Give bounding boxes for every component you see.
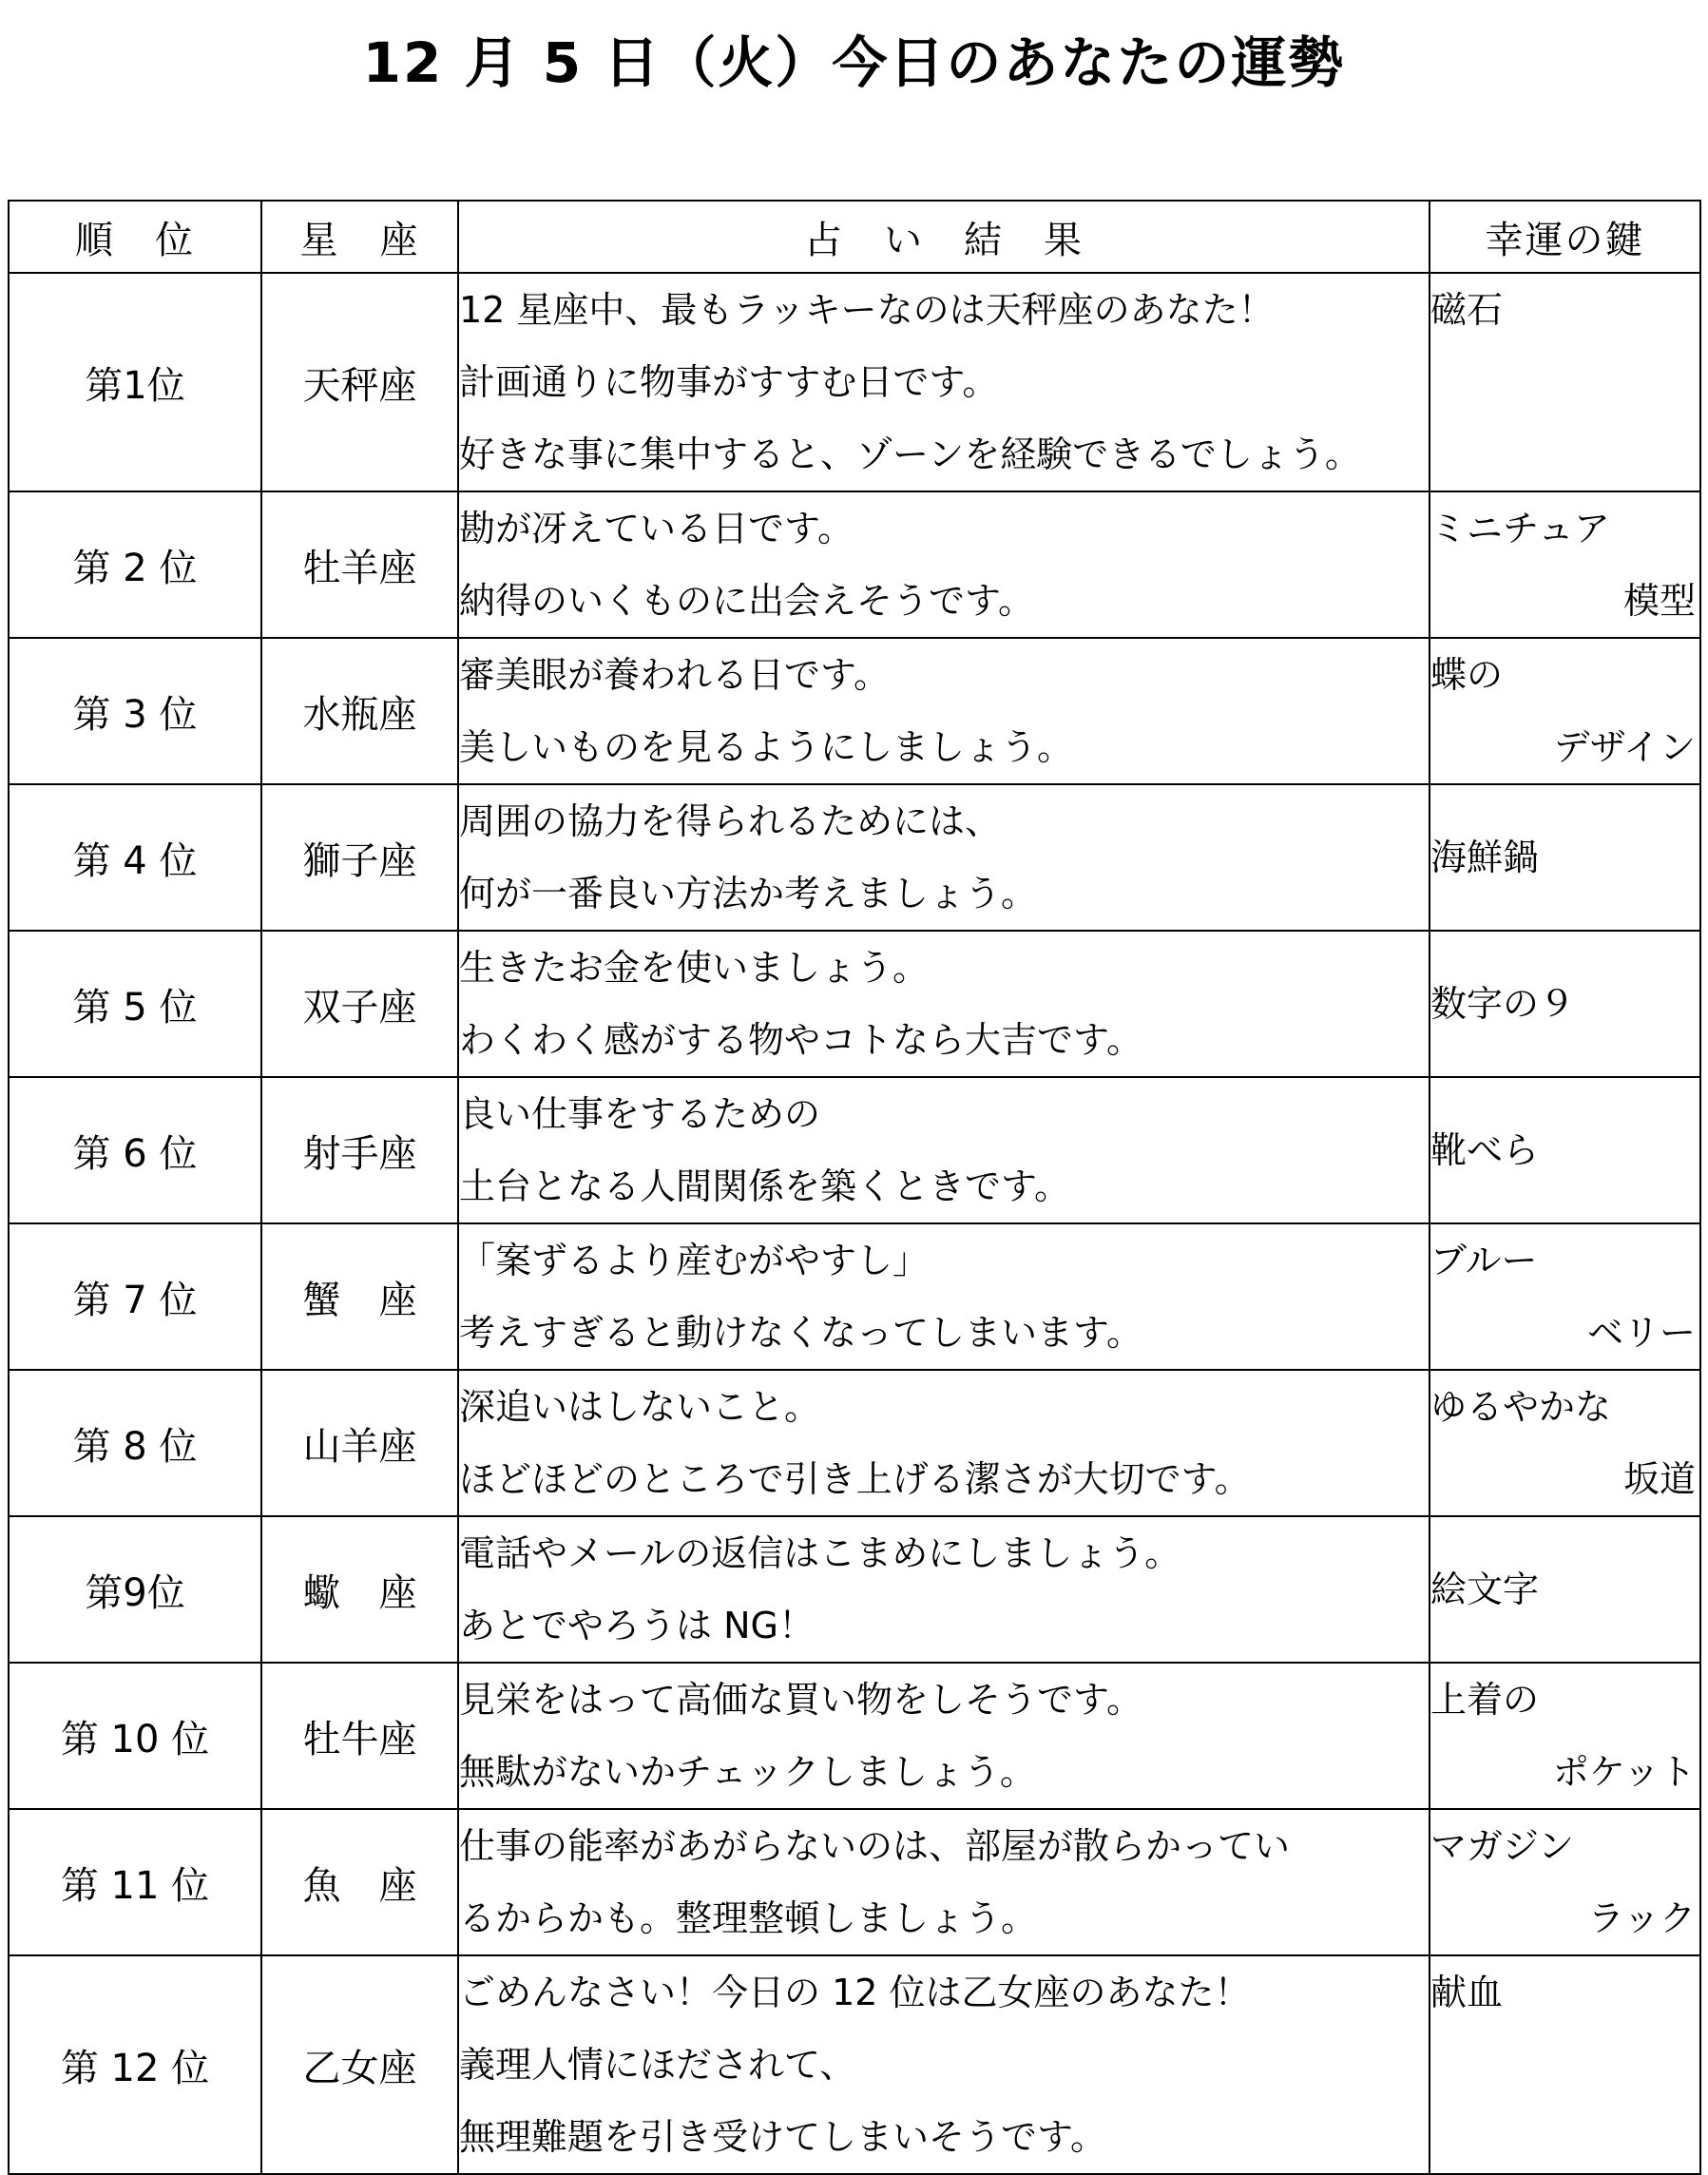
fortune-result-cell bbox=[458, 491, 1430, 638]
table-row bbox=[9, 1223, 1700, 1370]
lucky-key-line: 数字の９ bbox=[1430, 983, 1576, 1025]
fortune-result-cell bbox=[458, 638, 1430, 784]
zodiac-sign-cell: 水瓶座 bbox=[261, 638, 458, 784]
fortune-line: 義理人情にほだされて、 bbox=[459, 2044, 856, 2086]
fortune-line: 生きたお金を使いましょう。 bbox=[459, 947, 930, 989]
table-header-row bbox=[9, 201, 1700, 273]
zodiac-sign-cell: 魚 座 bbox=[261, 1809, 458, 1955]
lucky-key-line: 坂道 bbox=[1622, 1458, 1696, 1500]
fortune-result-cell bbox=[458, 1516, 1430, 1663]
fortune-line: 好きな事に集中すると、ゾーンを経験できるでしょう。 bbox=[459, 433, 1361, 475]
fortune-line: あとでやろうは NG！ bbox=[459, 1605, 815, 1646]
table-row bbox=[9, 273, 1700, 491]
fortune-line: 美しいものを見るようにしましょう。 bbox=[459, 726, 1074, 768]
lucky-key-cell bbox=[1430, 931, 1700, 1077]
lucky-key-line: デザイン bbox=[1553, 726, 1696, 768]
fortune-line: るからかも。整理整頓しましょう。 bbox=[459, 1897, 1038, 1939]
fortune-line: 計画通りに物事がすすむ日です。 bbox=[459, 361, 999, 403]
rank-cell: 第 10 位 bbox=[9, 1663, 261, 1809]
fortune-table bbox=[8, 200, 1701, 2175]
fortune-line: 周囲の協力を得られるためには、 bbox=[459, 800, 1002, 842]
table-body bbox=[9, 273, 1700, 2174]
fortune-result-cell bbox=[458, 1370, 1430, 1516]
lucky-key-line: ゆるやかな bbox=[1430, 1386, 1612, 1428]
lucky-key-line: 献血 bbox=[1430, 1972, 1504, 2013]
table-row bbox=[9, 1516, 1700, 1663]
lucky-key-line: 上着の bbox=[1430, 1679, 1540, 1721]
header-lucky-key: 幸運の鍵 bbox=[1430, 201, 1700, 273]
zodiac-sign-cell: 蟹 座 bbox=[261, 1223, 458, 1370]
header-sign: 星 座 bbox=[261, 201, 458, 273]
fortune-line: 考えすぎると動けなくなってしまいます。 bbox=[459, 1312, 1142, 1354]
lucky-key-line: ミニチュア bbox=[1430, 508, 1610, 549]
fortune-result-cell bbox=[458, 784, 1430, 931]
lucky-key-cell bbox=[1430, 1809, 1700, 1955]
lucky-key-cell bbox=[1430, 1663, 1700, 1809]
fortune-line: 納得のいくものに出会えそうです。 bbox=[459, 580, 1034, 622]
rank-cell: 第 8 位 bbox=[9, 1370, 261, 1516]
lucky-key-cell bbox=[1430, 638, 1700, 784]
rank-cell: 第 3 位 bbox=[9, 638, 261, 784]
fortune-result-cell bbox=[458, 1809, 1430, 1955]
header-result: 占 い 結 果 bbox=[458, 201, 1430, 273]
rank-cell: 第 2 位 bbox=[9, 491, 261, 638]
rank-cell: 第 7 位 bbox=[9, 1223, 261, 1370]
fortune-line: ごめんなさい！今日の 12 位は乙女座のあなた！ bbox=[459, 1972, 1251, 2013]
fortune-result-cell bbox=[458, 931, 1430, 1077]
lucky-key-cell bbox=[1430, 1955, 1700, 2174]
fortune-line: 審美眼が養われる日です。 bbox=[459, 654, 890, 696]
zodiac-sign-cell: 乙女座 bbox=[261, 1955, 458, 2174]
fortune-line: 見栄をはって高価な買い物をしそうです。 bbox=[459, 1679, 1142, 1721]
lucky-key-line: 模型 bbox=[1622, 580, 1696, 622]
lucky-key-line: ラック bbox=[1587, 1897, 1696, 1939]
lucky-key-cell bbox=[1430, 1516, 1700, 1663]
table-row bbox=[9, 1077, 1700, 1223]
zodiac-sign-cell: 牡羊座 bbox=[261, 491, 458, 638]
fortune-line: 無駄がないかチェックしましょう。 bbox=[459, 1751, 1036, 1793]
lucky-key-line: 絵文字 bbox=[1430, 1569, 1540, 1610]
fortune-line: 良い仕事をするための bbox=[459, 1093, 821, 1135]
zodiac-sign-cell: 射手座 bbox=[261, 1077, 458, 1223]
fortune-line: 勘が冴えている日です。 bbox=[459, 508, 854, 549]
rank-cell: 第9位 bbox=[9, 1516, 261, 1663]
lucky-key-line: ポケット bbox=[1552, 1751, 1696, 1793]
fortune-result-cell bbox=[458, 1223, 1430, 1370]
table-row bbox=[9, 1663, 1700, 1809]
table-row bbox=[9, 1955, 1700, 2174]
fortune-line: 「案ずるより産むがやすし」 bbox=[459, 1240, 930, 1281]
fortune-line: 電話やメールの返信はこまめにしましょう。 bbox=[459, 1532, 1181, 1574]
fortune-line: ほどほどのところで引き上げる潔さが大切です。 bbox=[459, 1458, 1251, 1500]
zodiac-sign-cell: 蠍 座 bbox=[261, 1516, 458, 1663]
lucky-key-cell bbox=[1430, 273, 1700, 491]
table-row bbox=[9, 491, 1700, 638]
lucky-key-line: ブルー bbox=[1430, 1240, 1538, 1281]
rank-cell: 第1位 bbox=[9, 273, 261, 491]
rank-cell: 第 4 位 bbox=[9, 784, 261, 931]
lucky-key-line: ベリー bbox=[1586, 1312, 1696, 1354]
fortune-line: わくわく感がする物やコトなら大吉です。 bbox=[459, 1019, 1142, 1061]
zodiac-sign-cell: 双子座 bbox=[261, 931, 458, 1077]
rank-cell: 第 11 位 bbox=[9, 1809, 261, 1955]
lucky-key-line: マガジン bbox=[1430, 1825, 1575, 1867]
lucky-key-line: 海鮮鍋 bbox=[1430, 837, 1540, 878]
table-row bbox=[9, 1809, 1700, 1955]
lucky-key-line: 蝶の bbox=[1430, 654, 1504, 696]
zodiac-sign-cell: 牡牛座 bbox=[261, 1663, 458, 1809]
lucky-key-line: 磁石 bbox=[1430, 289, 1504, 331]
lucky-key-cell bbox=[1430, 1370, 1700, 1516]
fortune-result-cell bbox=[458, 1077, 1430, 1223]
fortune-line: 仕事の能率があがらないのは、部屋が散らかってい bbox=[459, 1825, 1291, 1867]
zodiac-sign-cell: 獅子座 bbox=[261, 784, 458, 931]
lucky-key-cell bbox=[1430, 1077, 1700, 1223]
rank-cell: 第 6 位 bbox=[9, 1077, 261, 1223]
fortune-line: 深追いはしないこと。 bbox=[459, 1386, 821, 1428]
fortune-result-cell bbox=[458, 1955, 1430, 2174]
fortune-line: 12 星座中、最もラッキーなのは天秤座のあなた！ bbox=[459, 289, 1275, 331]
fortune-line: 無理難題を引き受けてしまいそうです。 bbox=[459, 2116, 1106, 2158]
table-row bbox=[9, 638, 1700, 784]
fortune-line: 何が一番良い方法か考えましょう。 bbox=[459, 873, 1038, 914]
table-row bbox=[9, 784, 1700, 931]
fortune-line: 土台となる人間関係を築くときです。 bbox=[459, 1165, 1070, 1207]
header-rank: 順 位 bbox=[9, 201, 261, 273]
zodiac-sign-cell: 山羊座 bbox=[261, 1370, 458, 1516]
table-row bbox=[9, 1370, 1700, 1516]
page-title: 12 月 5 日（火）今日のあなたの運勢 bbox=[362, 30, 1346, 95]
fortune-result-cell bbox=[458, 273, 1430, 491]
fortune-result-cell bbox=[458, 1663, 1430, 1809]
table-row bbox=[9, 931, 1700, 1077]
zodiac-sign-cell: 天秤座 bbox=[261, 273, 458, 491]
lucky-key-cell bbox=[1430, 1223, 1700, 1370]
rank-cell: 第 5 位 bbox=[9, 931, 261, 1077]
lucky-key-line: 靴べら bbox=[1430, 1129, 1540, 1171]
rank-cell: 第 12 位 bbox=[9, 1955, 261, 2174]
lucky-key-cell bbox=[1430, 784, 1700, 931]
lucky-key-cell bbox=[1430, 491, 1700, 638]
